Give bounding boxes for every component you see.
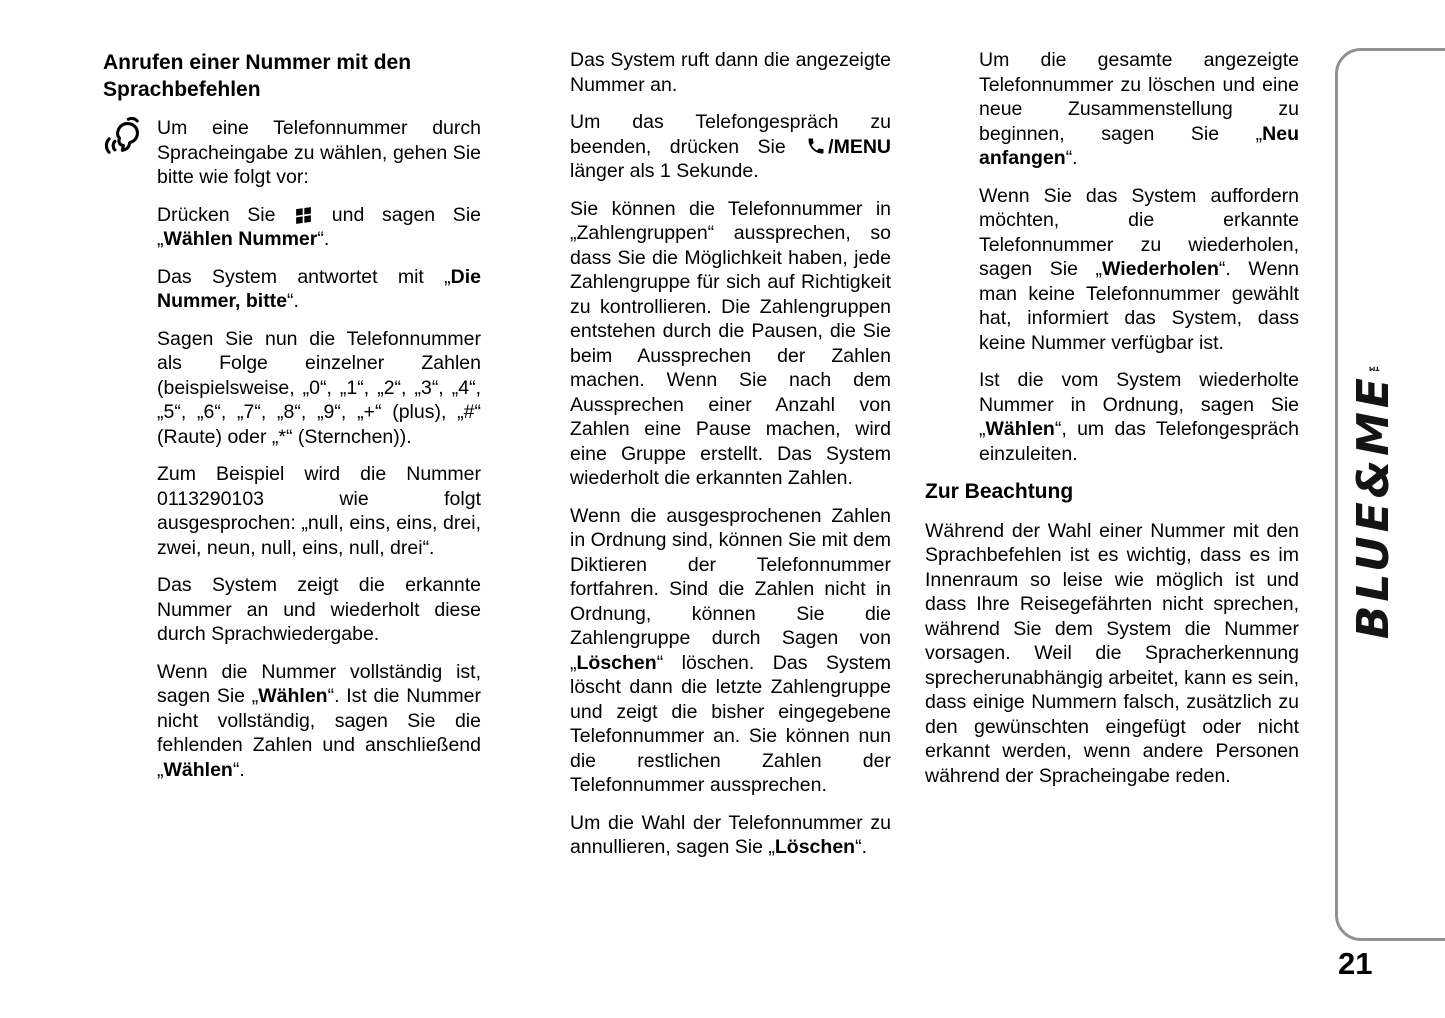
phone-handset-icon — [806, 136, 826, 156]
windows-logo-icon — [295, 206, 312, 224]
blue-and-me-logo-text: BLUE&ME — [1348, 374, 1399, 640]
text-run-bold: Anrufen einer Nummer mit den Sprachbefehlen — [103, 51, 412, 101]
paragraph — [157, 116, 481, 190]
text-run: Drücken Sie — [157, 203, 294, 226]
text-run: “. — [1065, 147, 1078, 169]
paragraph — [157, 573, 481, 647]
text-run-bold: Löschen — [576, 651, 657, 674]
text-run: Um das Telefongespräch zu beenden, drücken Sie — [570, 111, 891, 158]
text-run: Während der Wahl einer Nummer mit den Sprachbefehlen ist es wichtig, dass es im Innenraum so leise wie möglich ist und dass Ihre Reisegefährten nicht sprechen, während Sie dem System die Nummer vorsagen. Weil die Spracherkennung sprecherunabhängig arbeitet, kann es sein, dass einige Nummern falsch, zusätzlich zu den gewünschten eingefügt oder nicht erkannt werden, wenn andere Personen während der Spracheingabe reden. — [925, 519, 1300, 787]
text-run: Um die gesamte angezeigte Telefonnummer zu löschen und eine neue Zusammenstellung zu beginnen, sagen Sie „ — [979, 49, 1299, 145]
text-run: Wenn die Nummer vollständig ist, sagen Sie „ — [157, 660, 481, 707]
text-run-bold: Wählen Nummer — [163, 228, 318, 250]
paragraph — [570, 504, 891, 798]
text-run: Um die Wahl der Telefonnummer zu annullieren, sagen Sie „ — [570, 811, 891, 858]
section-heading — [925, 479, 1299, 506]
text-run: “. Wenn man keine Telefonnummer gewählt hat, informiert das System, dass keine Nummer verfügbar ist. — [979, 258, 1299, 354]
text-run: “. — [855, 836, 867, 858]
text-run: Das System ruft dann die angezeigte Nummer an. — [570, 49, 891, 96]
trademark-symbol: ™ — [1365, 356, 1383, 374]
text-run: Sagen Sie nun die Telefonnummer als Folge einzelner Zahlen (beispielsweise, „0“, „1“, „2“, „3“, „4“, „5“, „6“, „7“, „8“, „9“, „+“ (plus), „#“ (Raute) oder „*“ (Sternchen)). — [157, 327, 481, 448]
text-run-bold: Neu anfangen — [979, 122, 1299, 169]
text-run: “ löschen. Das System löscht dann die letzte Zahlengruppe und zeigt die bisher eingegebene Telefonnummer an. Sie können nun die restlichen Zahlen der Telefonnummer aussprechen. — [570, 651, 891, 796]
text-run-bold: Die Nummer, bitte — [157, 265, 481, 312]
column-middle — [570, 48, 891, 873]
text-run-bold: /MENU — [828, 135, 891, 158]
voice-command-icon — [101, 113, 147, 159]
text-run-bold: Zur Beachtung — [925, 480, 1074, 503]
paragraph — [157, 462, 481, 560]
paragraph — [157, 327, 481, 450]
text-run-bold: Wiederholen — [1102, 258, 1219, 280]
text-run: “. — [317, 228, 330, 250]
text-run-bold: Wählen — [163, 758, 233, 781]
text-run: “. — [232, 758, 245, 781]
section-heading — [103, 50, 481, 103]
text-run: Sie können die Telefonnummer in „Zahlengruppen“ aussprechen, so dass Sie die Möglichkeit haben, jede Zahlengruppe für sich auf Richtigkeit zu kontrollieren. Die Zahlengruppen entstehen durch die Pausen, die Sie beim Aussprechen der Zahlen machen. Wenn Sie nach dem Aussprechen einer Anzahl von Zahlen eine Pause machen, wird eine Gruppe erstellt. Das System wiederholt die erkannten Zahlen. — [570, 197, 891, 489]
paragraph — [570, 811, 891, 860]
paragraph — [570, 48, 891, 97]
text-run: Um eine Telefonnummer durch Spracheingabe zu wählen, gehen Sie bitte wie folgt vor: — [157, 117, 481, 188]
text-run: “. Ist die Nummer nicht vollständig, sagen Sie die fehlenden Zahlen und anschließend „ — [157, 685, 481, 781]
blue-and-me-logo — [1350, 356, 1398, 639]
text-run: “, um das Telefongespräch einzuleiten. — [979, 418, 1299, 465]
text-run: Das System zeigt die erkannte Nummer an und wiederholt diese durch Sprachwiedergabe. — [157, 574, 481, 645]
text-run: Zum Beispiel wird die Nummer 0113290103 wie folgt ausgesprochen: „null, eins, eins, drei, zwei, neun, null, eins, null, drei“. — [157, 463, 481, 559]
paragraph — [157, 203, 481, 252]
paragraph — [157, 660, 481, 783]
paragraph — [979, 368, 1299, 466]
paragraph — [157, 265, 481, 314]
text-run-bold: Wählen — [985, 418, 1055, 440]
paragraph — [925, 519, 1299, 789]
text-run: Wenn Sie das System auffordern möchten, die erkannte Telefonnummer zu wiederholen, sagen Sie „ — [979, 184, 1299, 280]
column-left — [103, 48, 481, 795]
paragraph — [979, 184, 1299, 356]
text-run: und sagen Sie „ — [157, 203, 481, 250]
column-right — [925, 48, 1299, 801]
text-run: Das System antwortet mit „ — [157, 265, 451, 288]
text-run: “. — [287, 290, 299, 312]
text-run-bold: Löschen — [774, 836, 856, 858]
paragraph — [979, 48, 1299, 171]
paragraph — [570, 110, 891, 184]
text-run: Wenn die ausgesprochenen Zahlen in Ordnung sind, können Sie mit dem Diktieren der Telefonnummer fortfahren. Sind die Zahlen nicht in Ordnung, können Sie die Zahlengruppe durch Sagen von „ — [570, 504, 891, 674]
text-run: länger als 1 Sekunde. — [570, 160, 759, 182]
page-number: 21 — [1338, 946, 1373, 981]
text-run-bold: Wählen — [258, 685, 328, 707]
text-run: Ist die vom System wiederholte Nummer in Ordnung, sagen Sie „ — [979, 369, 1299, 440]
paragraph — [570, 197, 891, 491]
